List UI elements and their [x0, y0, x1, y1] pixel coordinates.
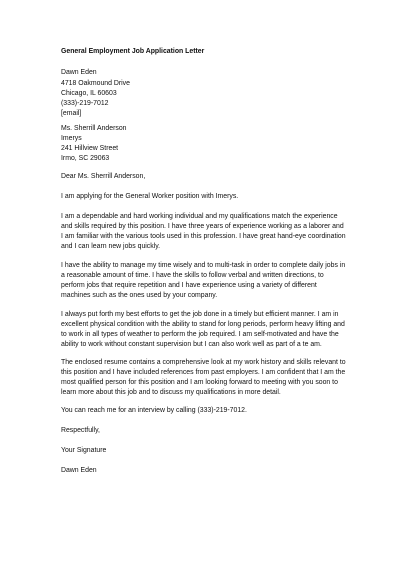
sender-phone: (333)-219-7012	[61, 100, 109, 107]
signature-label: Your Signature	[61, 447, 107, 454]
paragraph-line: The enclosed resume contains a comprehensive look at my work history and skills relevant to	[61, 359, 346, 366]
sender-street: 4718 Oakmound Drive	[61, 80, 130, 87]
document-title: General Employment Job Application Letter	[61, 48, 205, 55]
salutation: Dear Ms. Sherrill Anderson,	[61, 173, 146, 180]
signer-name: Dawn Eden	[61, 467, 97, 474]
sender-city: Chicago, IL 60603	[61, 90, 117, 97]
paragraph-line: You can reach me for an interview by calling (333)-219-7012.	[61, 407, 247, 414]
recipient-city: Irmo, SC 29063	[61, 155, 110, 162]
recipient-name: Ms. Sherrill Anderson	[61, 125, 127, 132]
sender-name: Dawn Eden	[61, 69, 97, 76]
paragraph-line: to work in all types of weather to perform the job required. I am self-motivated and have the	[61, 331, 339, 338]
paragraph-line: and I can learn new jobs quickly.	[61, 243, 161, 250]
paragraph-line: I always put forth my best efforts to get the job done in a timely but efficient manner. I am in	[61, 311, 339, 318]
paragraph-line: learn more about this job and to discuss my qualifications in more detail.	[61, 389, 281, 396]
paragraph-line: I am applying for the General Worker position with Imerys.	[61, 193, 239, 200]
recipient-company: Imerys	[61, 135, 82, 142]
paragraph-line: I have the ability to manage my time wisely and to multi-task in order to complete daily jobs in	[61, 262, 346, 269]
paragraph-line: I am familiar with the various tools used in this profession. I have great hand-eye coordination	[61, 233, 346, 240]
paragraph-line: excellent physical condition with the ability to stand for long periods, perform heavy lifting and	[61, 321, 345, 328]
paragraph-line: machines such as the ones used by your company.	[61, 292, 218, 299]
paragraph-line: perform jobs that require repetition and I have experience using a variety of different	[61, 282, 317, 289]
paragraph-line: ability to work without constant supervision but I can also work well as part of a te am.	[61, 341, 322, 348]
paragraph-line: most qualified person for this position and I am looking forward to meeting with you soon to	[61, 379, 338, 386]
paragraph-line: a reasonable amount of time. I have the skills to follow verbal and written directions, to	[61, 272, 324, 279]
paragraph-line: this position and I have included references from past employers. I am confident that I am the	[61, 369, 346, 376]
closing: Respectfully,	[61, 427, 100, 434]
paragraph-line: and skills required by this position. I have three years of experience working as a laborer and	[61, 223, 344, 230]
sender-email: [email]	[61, 110, 82, 117]
recipient-street: 241 Hillview Street	[61, 145, 119, 152]
paragraph-line: I am a dependable and hard working individual and my qualifications match the experience	[61, 213, 338, 220]
